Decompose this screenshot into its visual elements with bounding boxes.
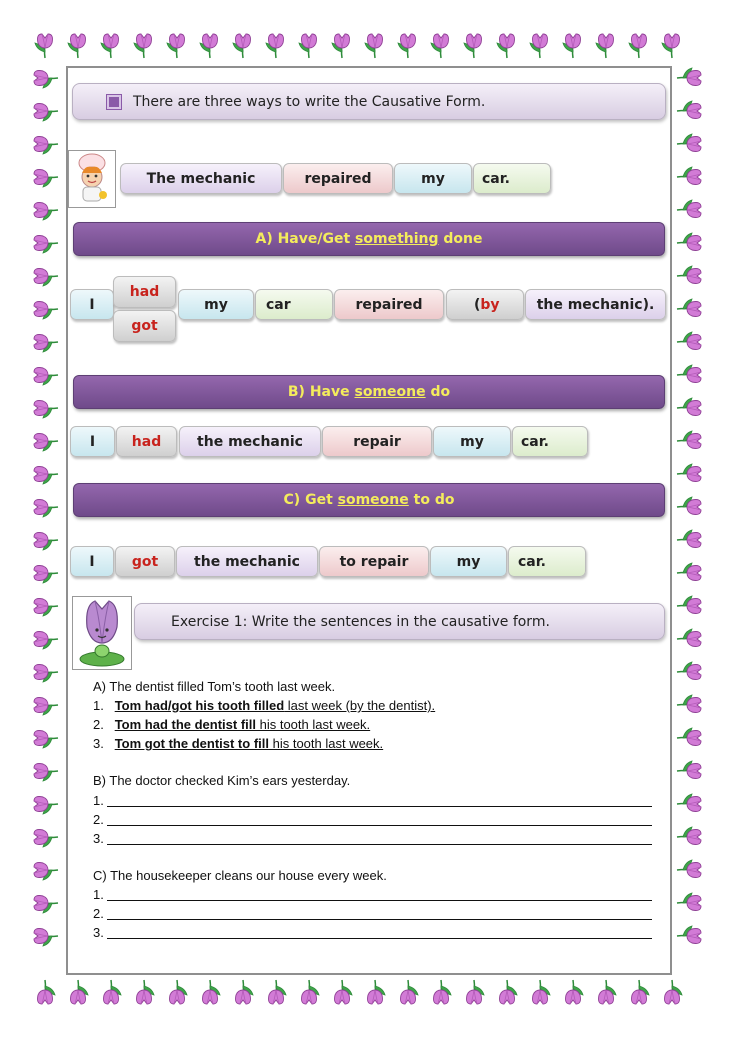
- rose-border-icon: [30, 525, 60, 555]
- rose-border-icon: [426, 978, 456, 1008]
- exercise-a-answer-1: [93, 698, 435, 713]
- section-c-verb-chip: got: [115, 546, 175, 577]
- answer-rest: last week (by the dentist).: [284, 698, 436, 713]
- rose-border-icon: [675, 162, 705, 192]
- exercise-b-line-number: 3.: [93, 831, 104, 846]
- section-b-base-verb-chip: repair: [322, 426, 432, 457]
- rose-border-icon: [30, 789, 60, 819]
- rose-border-icon: [96, 978, 126, 1008]
- rose-border-icon: [327, 30, 357, 60]
- exercise-title-bar: [134, 603, 665, 640]
- square-bullet-icon: [107, 95, 121, 109]
- answer-bold-part: Tom got the dentist to fill: [114, 736, 269, 751]
- rose-border-icon: [675, 921, 705, 951]
- rose-border-icon: [30, 492, 60, 522]
- rose-border-icon: [558, 978, 588, 1008]
- rose-border-icon: [657, 30, 687, 60]
- exercise-a-prompt: A) The dentist filled Tom’s tooth last week.: [93, 679, 336, 694]
- section-a-object-chip: car: [255, 289, 333, 320]
- rose-border-icon: [675, 624, 705, 654]
- section-a-title-highlight: something: [355, 231, 439, 247]
- rose-border-icon: [30, 921, 60, 951]
- rose-border-icon: [129, 30, 159, 60]
- section-a-by-chip: [446, 289, 524, 320]
- rose-border-icon: [228, 978, 258, 1008]
- exercise-b-line-number: 2.: [93, 812, 104, 827]
- rose-border-icon: [675, 426, 705, 456]
- rose-border-icon: [657, 978, 687, 1008]
- rose-border-icon: [228, 30, 258, 60]
- rose-border-icon: [30, 327, 60, 357]
- rose-border-icon: [459, 978, 489, 1008]
- answer-number: 2.: [93, 717, 104, 732]
- section-b-possessive-chip: my: [433, 426, 511, 457]
- section-b-banner: [73, 375, 665, 409]
- section-c-subject-chip: I: [70, 546, 114, 577]
- intro-text: There are three ways to write the Causative Form.: [133, 93, 486, 110]
- section-c-title-end: to do: [408, 492, 455, 508]
- rose-border-icon: [30, 294, 60, 324]
- rose-border-icon: [63, 30, 93, 60]
- exercise-c-prompt: C) The housekeeper cleans our house every week.: [93, 868, 387, 883]
- section-c-object-chip: car.: [508, 546, 586, 577]
- rose-border-icon: [30, 591, 60, 621]
- exercise-b-prompt: B) The doctor checked Kim’s ears yesterday.: [93, 773, 351, 788]
- rose-border-icon: [675, 525, 705, 555]
- example-possessive-chip: my: [394, 163, 472, 194]
- rose-border-icon: [30, 129, 60, 159]
- example-subject-chip: The mechanic: [120, 163, 282, 194]
- chef-avatar: [68, 150, 116, 208]
- rose-border-icon: [675, 327, 705, 357]
- rose-border-icon: [675, 657, 705, 687]
- rose-border-icon: [492, 30, 522, 60]
- exercise-b-answer-line[interactable]: [107, 844, 652, 845]
- section-b-agent-chip: the mechanic: [179, 426, 321, 457]
- rose-border-icon: [675, 459, 705, 489]
- rose-border-icon: [30, 261, 60, 291]
- section-a-title-end: done: [438, 231, 483, 247]
- rose-border-icon: [675, 822, 705, 852]
- section-a-option-had-chip: had: [113, 276, 176, 308]
- rose-border-icon: [426, 30, 456, 60]
- rose-border-icon: [30, 162, 60, 192]
- rose-border-icon: [261, 30, 291, 60]
- rose-border-icon: [492, 978, 522, 1008]
- rose-border-icon: [30, 855, 60, 885]
- rose-border-icon: [30, 228, 60, 258]
- rose-border-icon: [30, 822, 60, 852]
- rose-border-icon: [30, 30, 60, 60]
- rose-border-icon: [261, 978, 291, 1008]
- rose-border-icon: [591, 30, 621, 60]
- section-b-subject-chip: I: [70, 426, 115, 457]
- rose-border-icon: [327, 978, 357, 1008]
- rose-border-icon: [393, 978, 423, 1008]
- exercise-c-line-number: 3.: [93, 925, 104, 940]
- rose-border-icon: [675, 261, 705, 291]
- section-c-possessive-chip: my: [430, 546, 507, 577]
- example-verb-chip: repaired: [283, 163, 393, 194]
- answer-bold-part: Tom had/got his tooth filled: [114, 698, 285, 713]
- answer-number: 3.: [93, 736, 104, 751]
- exercise-c-line-number: 1.: [93, 887, 104, 902]
- intro-bar: [72, 83, 666, 120]
- exercise-b-answer-line[interactable]: [107, 825, 652, 826]
- section-c-title-start: C) Get: [283, 492, 338, 508]
- rose-border-icon: [675, 63, 705, 93]
- rose-border-icon: [360, 30, 390, 60]
- rose-border-icon: [30, 393, 60, 423]
- rose-border-icon: [675, 393, 705, 423]
- rose-border-icon: [30, 426, 60, 456]
- exercise-c-line-number: 2.: [93, 906, 104, 921]
- worksheet-content-frame: [66, 66, 672, 975]
- rose-border-icon: [195, 30, 225, 60]
- exercise-title: Exercise 1: Write the sentences in the causative form.: [171, 613, 550, 630]
- answer-rest: his tooth last week.: [268, 736, 384, 751]
- rose-border-icon: [675, 789, 705, 819]
- section-b-title-end: do: [425, 384, 451, 400]
- rose-border-icon: [675, 360, 705, 390]
- rose-border-icon: [525, 30, 555, 60]
- exercise-b-line-number: 1.: [93, 793, 104, 808]
- rose-border-icon: [675, 888, 705, 918]
- rose-border-icon: [63, 978, 93, 1008]
- rose-border-icon: [675, 228, 705, 258]
- exercise-c-answer-line[interactable]: [107, 900, 652, 901]
- section-c-banner: [73, 483, 665, 517]
- rose-border-icon: [675, 96, 705, 126]
- section-a-option-got-chip: got: [113, 310, 176, 342]
- section-a-by-word: by: [480, 296, 500, 313]
- rose-border-icon: [30, 63, 60, 93]
- section-b-verb-chip: had: [116, 426, 177, 457]
- rose-border-icon: [558, 30, 588, 60]
- section-a-subject-chip: I: [70, 289, 114, 320]
- rose-border-icon: [129, 978, 159, 1008]
- section-a-banner: [73, 222, 665, 256]
- rose-border-icon: [675, 492, 705, 522]
- exercise-a-answer-3: [93, 736, 383, 751]
- rose-border-icon: [591, 978, 621, 1008]
- section-b-object-chip: car.: [512, 426, 588, 457]
- rose-border-icon: [525, 978, 555, 1008]
- rose-border-icon: [294, 978, 324, 1008]
- section-c-infinitive-chip: to repair: [319, 546, 429, 577]
- rose-border-icon: [30, 195, 60, 225]
- rose-border-icon: [675, 591, 705, 621]
- rose-border-icon: [360, 978, 390, 1008]
- rose-border-icon: [30, 657, 60, 687]
- rose-border-icon: [675, 129, 705, 159]
- rose-border-icon: [675, 723, 705, 753]
- section-b-title-start: B) Have: [287, 384, 355, 400]
- rose-border-icon: [30, 96, 60, 126]
- rose-border-icon: [30, 888, 60, 918]
- chef-boy-icon: [69, 151, 115, 207]
- rose-border-icon: [96, 30, 126, 60]
- rose-border-icon: [675, 756, 705, 786]
- rose-border-icon: [675, 558, 705, 588]
- exercise-a-answer-2: [93, 717, 370, 732]
- rose-border-icon: [162, 978, 192, 1008]
- section-a-by-paren: (: [474, 296, 481, 313]
- rose-border-icon: [162, 30, 192, 60]
- exercise-c-answer-line[interactable]: [107, 938, 652, 939]
- rose-border-icon: [30, 558, 60, 588]
- flower-mascot-avatar: [72, 596, 132, 670]
- section-c-agent-chip: the mechanic: [176, 546, 318, 577]
- section-c-title-highlight: someone: [337, 492, 409, 508]
- tulip-mascot-icon: [73, 597, 131, 669]
- section-a-participle-chip: repaired: [334, 289, 444, 320]
- answer-bold-part: Tom had the dentist fill: [114, 717, 256, 732]
- section-a-title-start: A) Have/Get: [255, 231, 356, 247]
- exercise-c-answer-line[interactable]: [107, 919, 652, 920]
- rose-border-icon: [30, 624, 60, 654]
- rose-border-icon: [294, 30, 324, 60]
- rose-border-icon: [675, 855, 705, 885]
- rose-border-icon: [675, 195, 705, 225]
- answer-rest: his tooth last week.: [256, 717, 371, 732]
- rose-border-icon: [30, 360, 60, 390]
- answer-number: 1.: [93, 698, 104, 713]
- rose-border-icon: [675, 294, 705, 324]
- section-a-possessive-chip: my: [178, 289, 254, 320]
- section-b-title-highlight: someone: [354, 384, 426, 400]
- rose-border-icon: [195, 978, 225, 1008]
- rose-border-icon: [675, 690, 705, 720]
- rose-border-icon: [30, 978, 60, 1008]
- rose-border-icon: [459, 30, 489, 60]
- example-object-chip: car.: [473, 163, 551, 194]
- rose-border-icon: [393, 30, 423, 60]
- rose-border-icon: [30, 459, 60, 489]
- rose-border-icon: [30, 690, 60, 720]
- rose-border-icon: [30, 723, 60, 753]
- exercise-b-answer-line[interactable]: [107, 806, 652, 807]
- section-a-agent-chip: the mechanic).: [525, 289, 666, 320]
- rose-border-icon: [624, 978, 654, 1008]
- rose-border-icon: [624, 30, 654, 60]
- rose-border-icon: [30, 756, 60, 786]
